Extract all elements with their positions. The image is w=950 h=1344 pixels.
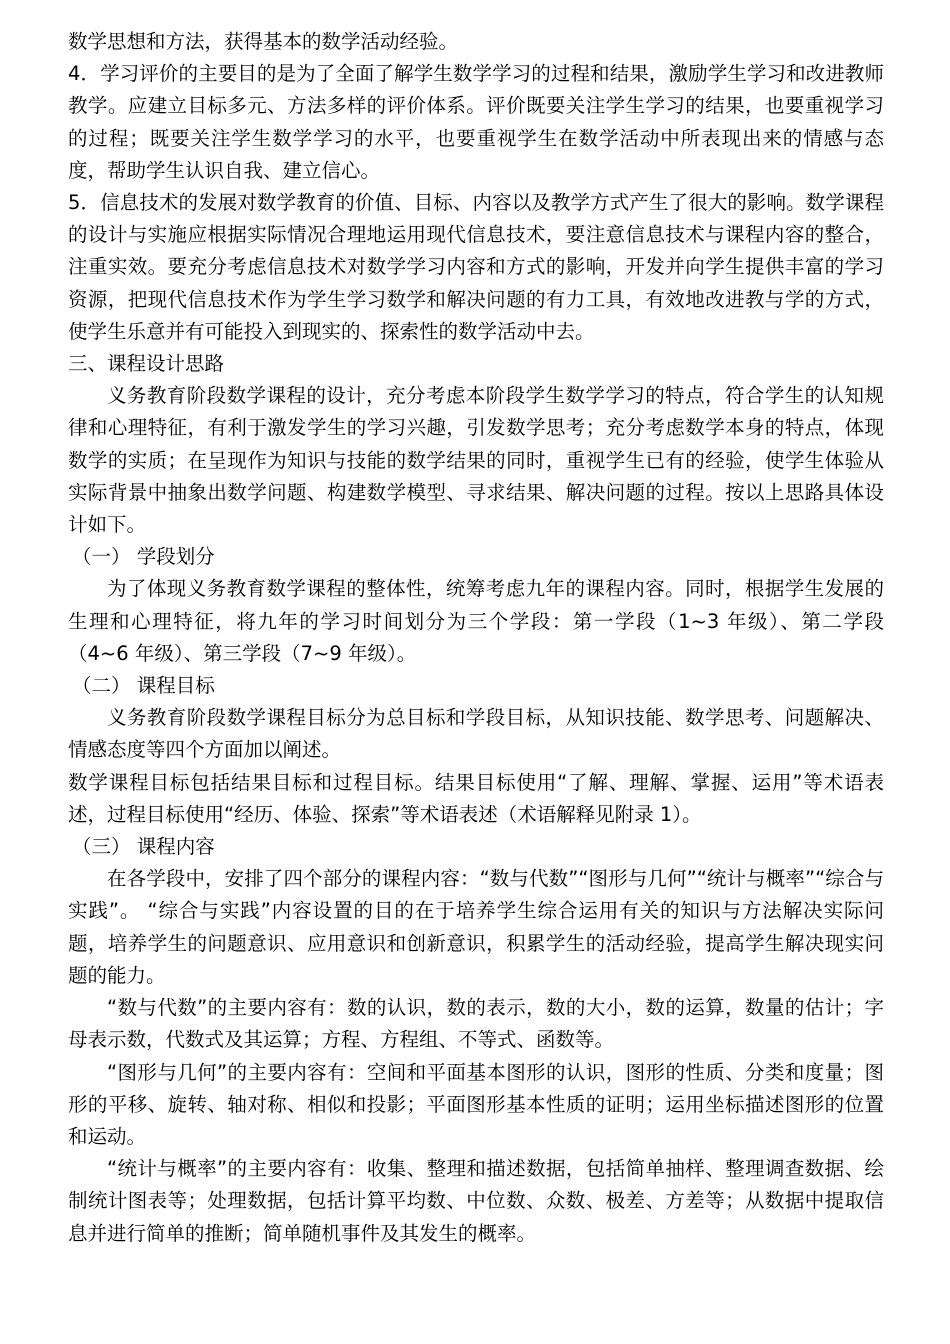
paragraph-stage-division: 为了体现义务教育数学课程的整体性，统筹考虑九年的课程内容。同时，根据学生发展的生理和心理特征，将九年的学习时间划分为三个学段：第一学段（1~3 年级）、第二学段（4~6 年级）、第三学段（7~9 年级）。 <box>68 577 884 665</box>
section-heading-3: 三、课程设计思路 <box>68 352 225 376</box>
paragraph-goal-types: 数学课程目标包括结果目标和过程目标。结果目标使用“了解、理解、掌握、运用”等术语表述，过程目标使用“经历、体验、探索”等术语表述（术语解释见附录 1）。 <box>68 770 884 826</box>
paragraph-geometry: “图形与几何”的主要内容有：空间和平面基本图形的认识，图形的性质、分类和度量；图形的平移、旋转、轴对称、相似和投影；平面图形基本性质的证明；运用坐标描述图形的位置和运动。 <box>68 1060 884 1148</box>
paragraph-design-intro: 义务教育阶段数学课程的设计，充分考虑本阶段学生数学学习的特点，符合学生的认知规律和心理特征，有利于激发学生的学习兴趣，引发数学思考；充分考虑数学本身的特点，体现数学的实质；在呈现作为知识与技能的数学结果的同时，重视学生已有的经验，使学生体验从实际背景中抽象出数学问题、构建数学模型、寻求结果、解决问题的过程。按以上思路具体设计如下。 <box>68 384 884 537</box>
paragraph-content-overview: 在各学段中，安排了四个部分的课程内容：“数与代数”“图形与几何”“统计与概率”“综合与实践”。 “综合与实践”内容设置的目的在于培养学生综合运用有关的知识与方法解决实际问题，培养学生的问题意识、应用意识和创新意识，积累学生的活动经验，提高学生解决现实问题的能力。 <box>68 867 884 987</box>
subheading-stage-division: （一） 学段划分 <box>72 545 215 569</box>
paragraph-item-4: 4．学习评价的主要目的是为了全面了解学生数学学习的过程和结果，激励学生学习和改进教师教学。应建立目标多元、方法多样的评价体系。评价既要关注学生学习的结果，也要重视学习的过程；既要关注学生数学学习的水平，也要重视学生在数学活动中所表现出来的情感与态度，帮助学生认识自我、建立信心。 <box>68 62 884 182</box>
paragraph-course-goals: 义务教育阶段数学课程目标分为总目标和学段目标，从知识技能、数学思考、问题解决、情感态度等四个方面加以阐述。 <box>68 706 884 762</box>
subheading-course-content: （三） 课程内容 <box>72 835 215 859</box>
paragraph-statistics: “统计与概率”的主要内容有：收集、整理和描述数据，包括简单抽样、整理调查数据、绘制统计图表等；处理数据，包括计算平均数、中位数、众数、极差、方差等；从数据中提取信息并进行简单的推断；简单随机事件及其发生的概率。 <box>68 1157 884 1245</box>
paragraph-continuation: 数学思想和方法，获得基本的数学活动经验。 <box>68 30 459 53</box>
paragraph-item-5: 5．信息技术的发展对数学教育的价值、目标、内容以及教学方式产生了很大的影响。数学课程的设计与实施应根据实际情况合理地运用现代信息技术，要注意信息技术与课程内容的整合，注重实效。要充分考虑信息技术对数学学习内容和方式的影响，开发并向学生提供丰富的学习资源，把现代信息技术作为学生学习数学和解决问题的有力工具，有效地改进教与学的方式，使学生乐意并有可能投入到现实的、探索性的数学活动中去。 <box>68 191 884 343</box>
paragraph-number-algebra: “数与代数”的主要内容有：数的认识，数的表示，数的大小，数的运算，数量的估计；字母表示数，代数式及其运算；方程、方程组、不等式、函数等。 <box>68 996 884 1052</box>
subheading-course-goals: （二） 课程目标 <box>72 674 215 698</box>
